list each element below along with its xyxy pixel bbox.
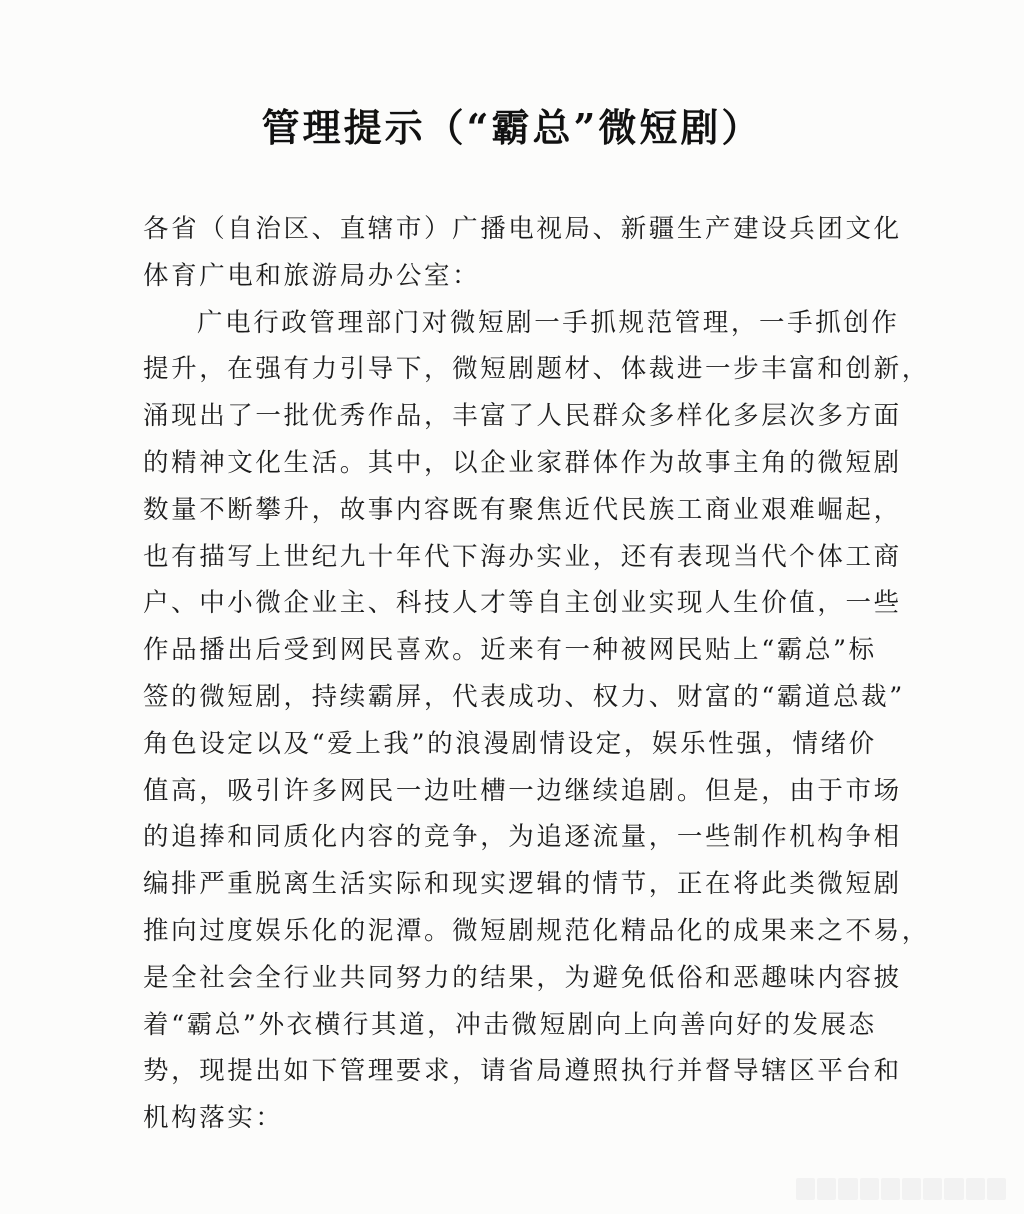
body-line-15: 编排严重脱离生活实际和现实逻辑的情节，正在将此类微短剧 <box>143 869 902 900</box>
body-line-1: 各省（自治区、直辖市）广播电视局、新疆生产建设兵团文化 <box>143 214 902 244</box>
document-title: 管理提示（“霸总”微短剧） <box>261 105 763 150</box>
body-line-13: 值高，吸引许多网民一边吐槽一边继续追剧。但是，由于市场 <box>143 775 902 806</box>
body-line-10: 作品播出后受到网民喜欢。近来有一种被网民贴上“霸总”标 <box>143 635 877 666</box>
watermark-blur <box>796 1178 1006 1200</box>
body-line-3: 广电行政管理部门对微短剧一手抓规范管理，一手抓创作 <box>197 307 900 338</box>
watermark-block <box>966 1178 985 1200</box>
watermark-block <box>944 1178 963 1200</box>
body-line-4: 提升，在强有力引导下，微短剧题材、体裁进一步丰富和创新， <box>143 354 930 385</box>
document-body <box>143 206 930 1142</box>
body-line-5: 涌现出了一批优秀作品，丰富了人民群众多样化多层次多方面 <box>143 401 902 432</box>
body-line-2: 体育广电和旅游局办公室： <box>143 260 481 291</box>
watermark-block <box>838 1178 857 1200</box>
body-line-8: 也有描写上世纪九十年代下海办实业，还有表现当代个体工商 <box>143 541 902 572</box>
body-line-19: 势，现提出如下管理要求，请省局遵照执行并督导辖区平台和 <box>143 1056 902 1087</box>
watermark-block <box>796 1178 815 1200</box>
body-line-6: 的精神文化生活。其中，以企业家群体作为故事主角的微短剧 <box>143 447 902 478</box>
body-line-12: 角色设定以及“爱上我”的浪漫剧情设定，娱乐性强，情绪价 <box>143 728 877 759</box>
body-line-16: 推向过度娱乐化的泥潭。微短剧规范化精品化的成果来之不易， <box>143 915 930 946</box>
watermark-block <box>817 1178 836 1200</box>
body-line-20: 机构落实： <box>143 1103 284 1134</box>
watermark-block <box>860 1178 879 1200</box>
watermark-block <box>902 1178 921 1200</box>
body-line-17: 是全社会全行业共同努力的结果，为避免低俗和恶趣味内容披 <box>143 962 902 993</box>
body-line-7: 数量不断攀升，故事内容既有聚焦近代民族工商业艰难崛起， <box>143 494 902 525</box>
body-line-14: 的追捧和同质化内容的竞争，为追逐流量，一些制作机构争相 <box>143 822 902 853</box>
body-line-11: 签的微短剧，持续霸屏，代表成功、权力、财富的“霸道总裁” <box>143 681 905 712</box>
body-line-18: 着“霸总”外衣横行其道，冲击微短剧向上向善向好的发展态 <box>143 1009 877 1040</box>
watermark-block <box>881 1178 900 1200</box>
body-line-9: 户、中小微企业主、科技人才等自主创业实现人生价值，一些 <box>143 588 902 619</box>
watermark-block <box>923 1178 942 1200</box>
watermark-block <box>987 1178 1006 1200</box>
